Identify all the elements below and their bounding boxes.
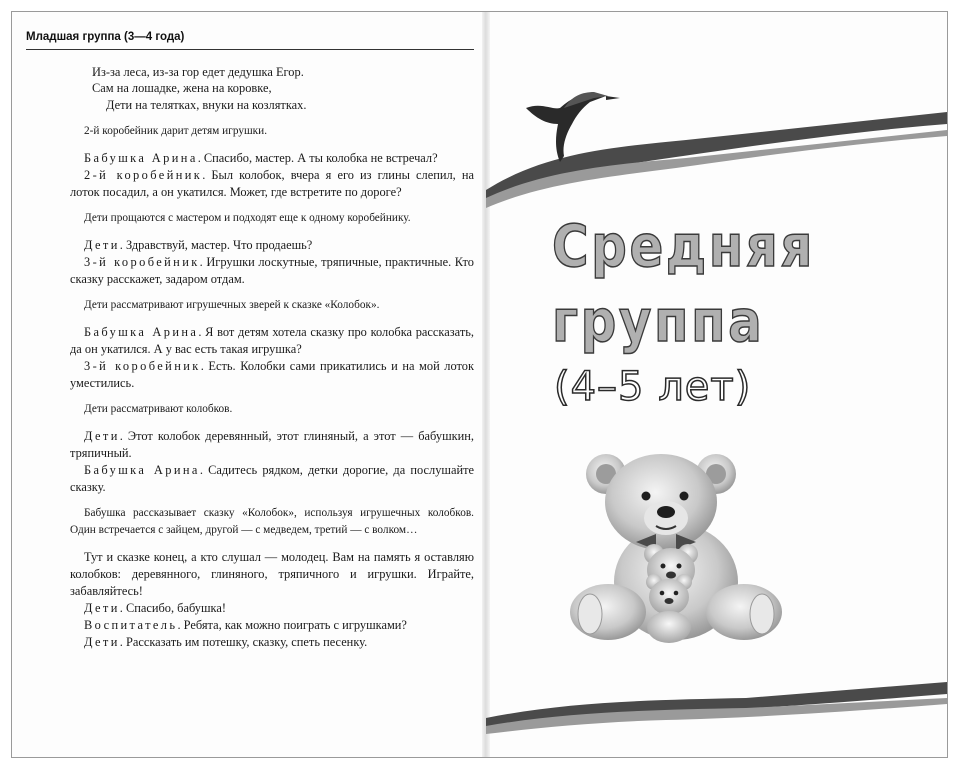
page-text bbox=[70, 64, 474, 651]
dialogue-line: Дети. Здравствуй, мастер. Что продаешь? bbox=[84, 238, 313, 253]
dialogue-line: Бабушка Арина. Садитесь рядком, детки дорогие, да послушайте сказку. bbox=[70, 463, 475, 495]
dialogue-line: 3-й коробейник. Игрушки лоскутные, тряпичные, практичные. Кто сказку расскажет, задаром отдам. bbox=[70, 255, 474, 287]
teddy-bears-illustration bbox=[566, 442, 786, 647]
stage-direction: Дети прощаются с мастером и подходят еще к одному коробейнику. bbox=[84, 212, 411, 225]
dialogue-line: 2-й коробейник. Был колобок, вчера я его из глины слепил, на лоток посадил, а он укатился. Может, где встретите по дороге? bbox=[70, 168, 474, 200]
book-spread bbox=[11, 11, 948, 758]
verse-line: Сам на лошадке, жена на коровке, bbox=[92, 81, 272, 96]
verse-line: Дети на телятках, внуки на козлятках. bbox=[106, 97, 307, 112]
right-page bbox=[486, 12, 947, 757]
stage-direction: 2-й коробейник дарит детям игрушки. bbox=[84, 125, 268, 138]
dialogue-line: Дети. Этот колобок деревянный, этот глиняный, а этот — бабушкин, тряпичный. bbox=[70, 429, 474, 461]
stage-direction: Дети рассматривают игрушечных зверей к сказке «Колобок». bbox=[84, 299, 380, 312]
dialogue-line: 3-й коробейник. Есть. Колобки сами прикатились и на мой лоток уместились. bbox=[70, 359, 474, 391]
dialogue-line: Дети. Спасибо, бабушка! bbox=[84, 601, 226, 616]
dialogue-line: Дети. Рассказать им потешку, сказку, спеть песенку. bbox=[84, 635, 368, 650]
verse-line: Из-за леса, из-за гор едет дедушка Егор. bbox=[92, 65, 304, 79]
dialogue-line: Тут и сказке конец, а кто слушал — молодец. Вам на память я оставляю колобков: деревянного, глиняного, тряпичного и игрушки. Играйте, забавляйтесь! bbox=[70, 550, 474, 599]
stage-direction: Бабушка рассказывает сказку «Колобок», используя игрушечных колобков. Один встречается с зайцем, другой — с медведем, третий — с волком… bbox=[70, 507, 474, 537]
header-rule bbox=[26, 49, 474, 50]
section-title-line-2: группа bbox=[552, 287, 765, 355]
verse bbox=[92, 64, 474, 113]
age-range: (4–5 лет) bbox=[554, 364, 752, 410]
left-page bbox=[12, 12, 484, 757]
dialogue-line: Бабушка Арина. Спасибо, мастер. А ты колобка не встречал? bbox=[84, 151, 438, 166]
dialogue-line: Воспитатель. Ребята, как можно поиграть с игрушками? bbox=[84, 618, 407, 633]
running-head: Младшая группа (3—4 года) bbox=[26, 31, 185, 43]
dialogue-line: Бабушка Арина. Я вот детям хотела сказку про колобка рассказать, да он укатился. А у вас есть такая игрушка? bbox=[70, 325, 474, 357]
section-title-line-1: Средняя bbox=[552, 212, 816, 280]
stage-direction: Дети рассматривают колобков. bbox=[84, 403, 233, 416]
